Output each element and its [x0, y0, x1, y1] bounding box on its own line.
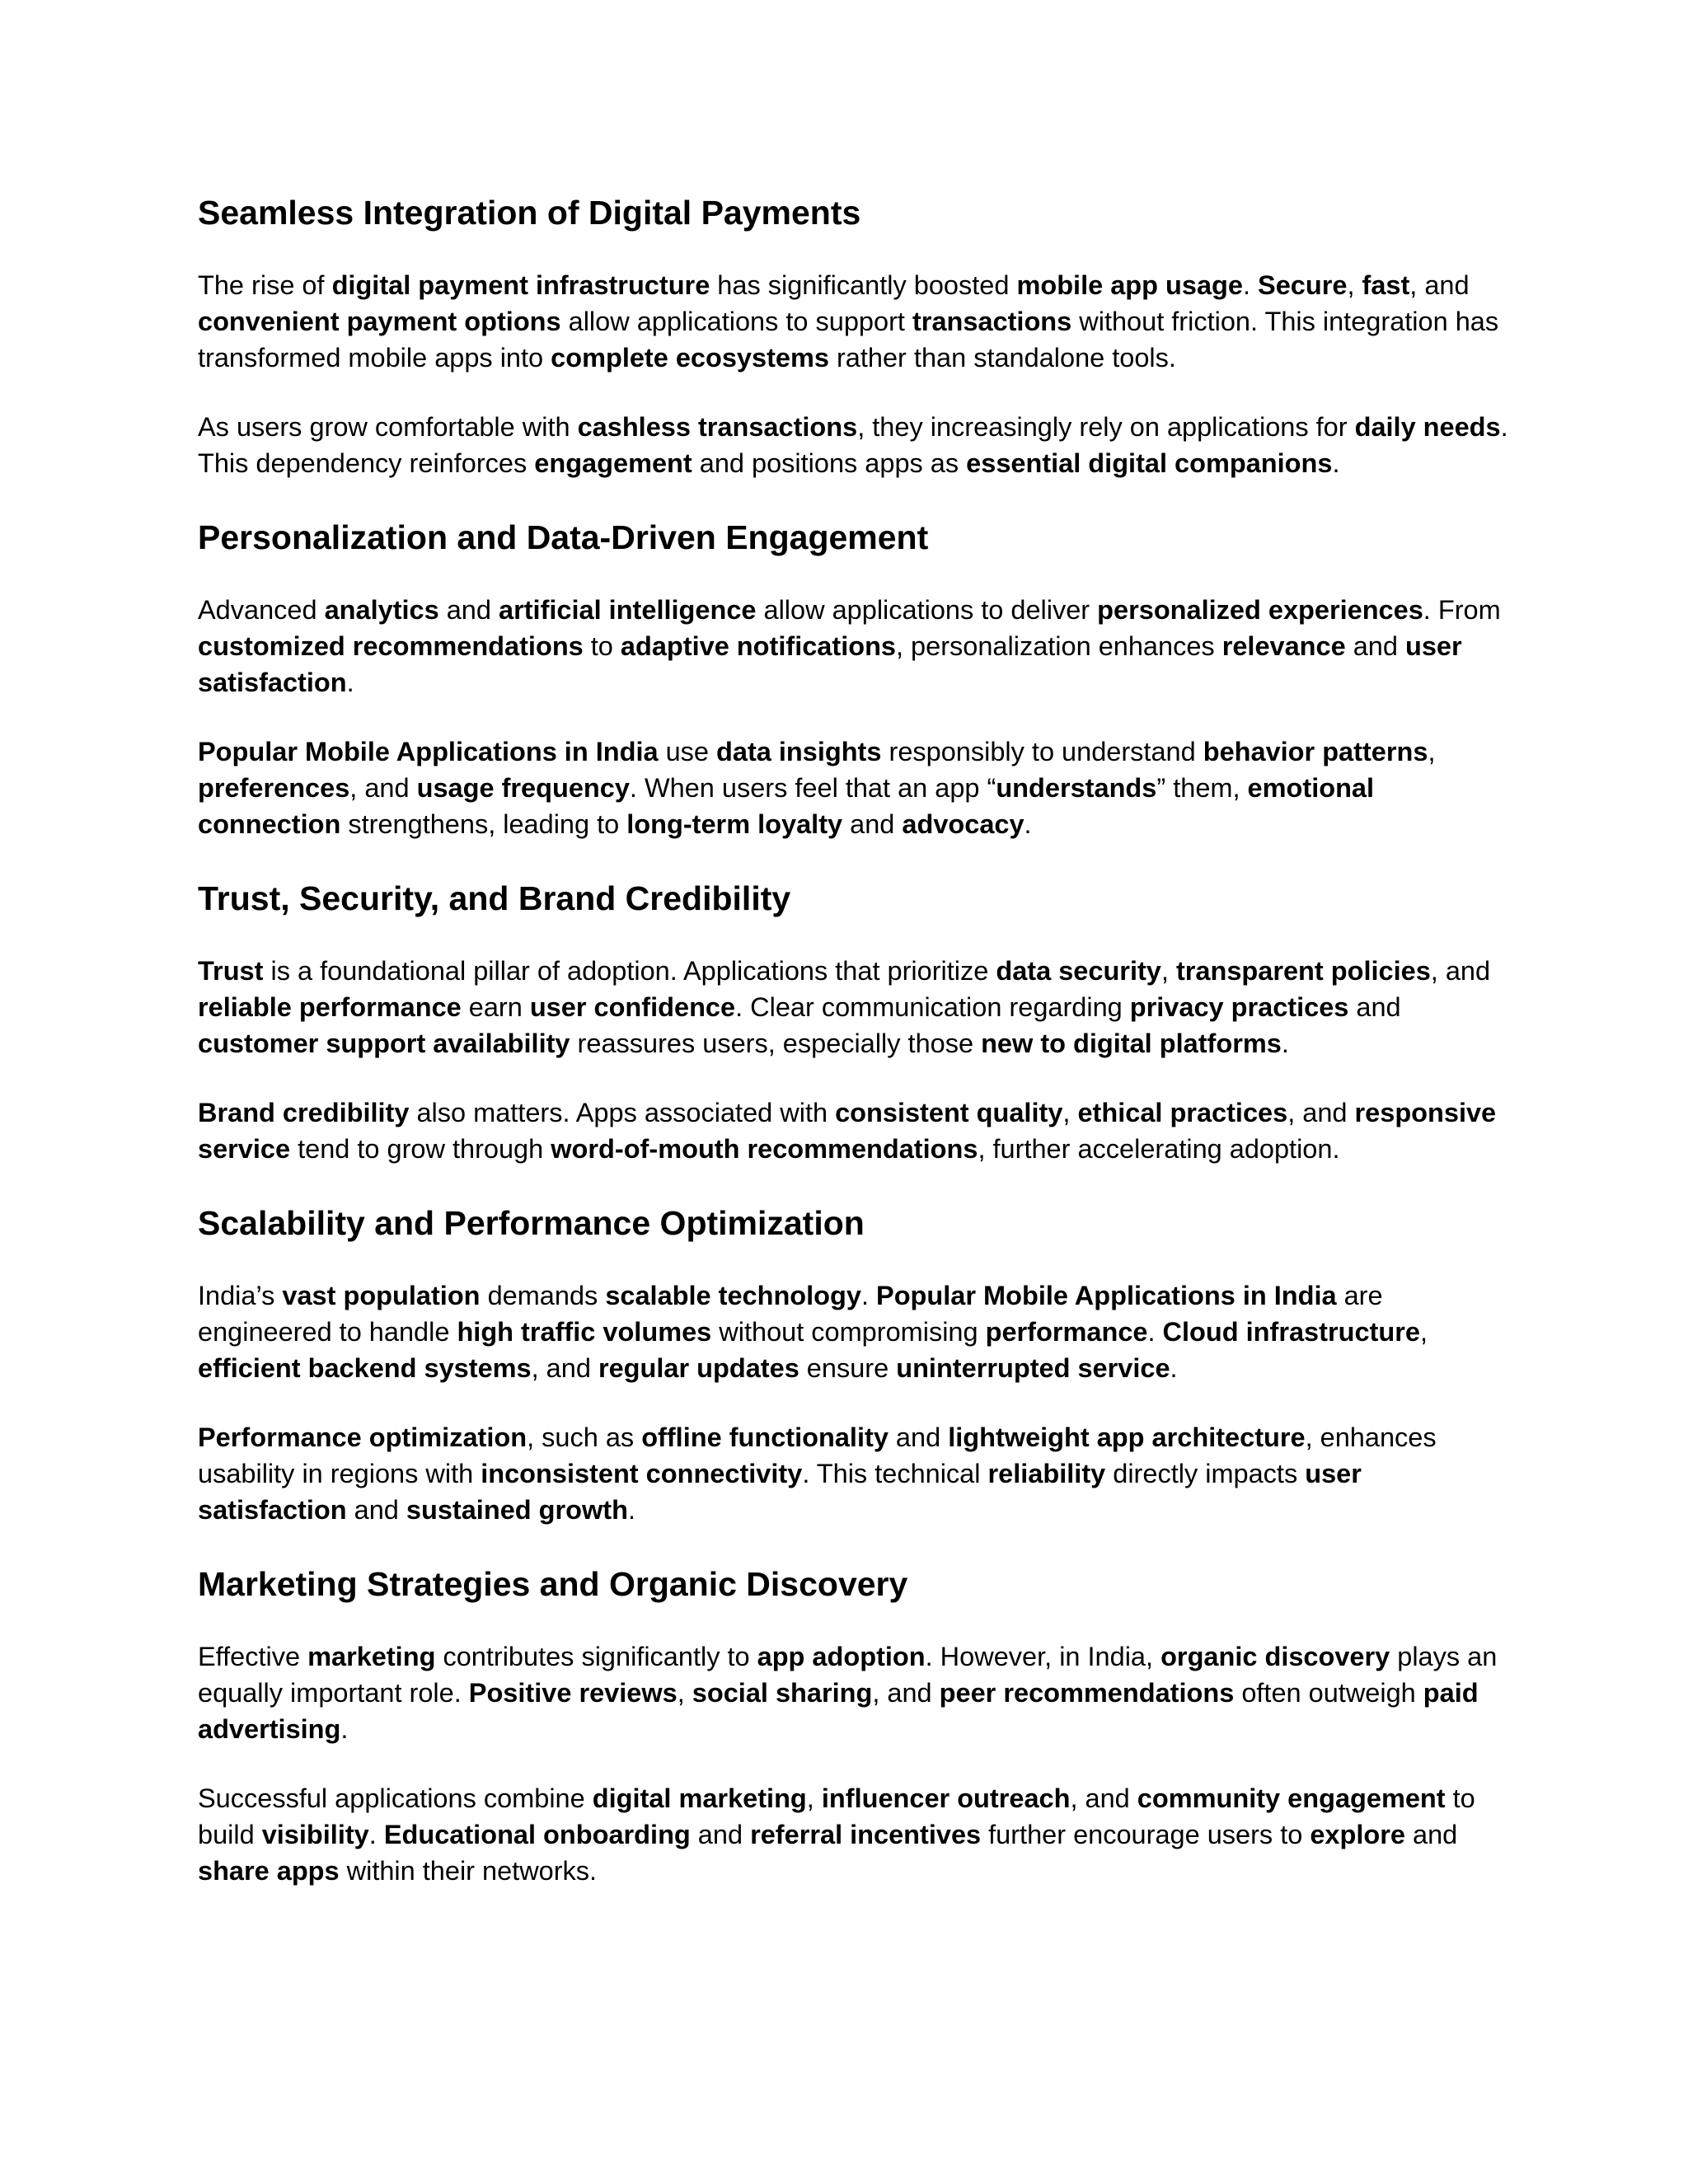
section-heading: Seamless Integration of Digital Payments [198, 194, 861, 232]
bold-text: high traffic volumes [457, 1317, 712, 1347]
text-run: earn [461, 992, 530, 1022]
text-run: , and [531, 1353, 598, 1383]
bold-text: data insights [716, 737, 882, 766]
text-run: . [346, 668, 354, 697]
text-run: further encourage users to [981, 1820, 1311, 1849]
text-run: responsibly to understand [881, 737, 1203, 766]
text-run: , personalization enhances [896, 631, 1222, 661]
section [198, 516, 1517, 842]
bold-text: lightweight app architecture [948, 1422, 1306, 1452]
bold-text: community engagement [1137, 1783, 1446, 1813]
paragraph [198, 953, 1517, 1062]
text-run: The rise of [198, 270, 332, 300]
text-run: . [1332, 448, 1340, 478]
text-run: plays an equally important role. [198, 1642, 1498, 1708]
bold-text: advocacy [902, 809, 1025, 839]
text-run: demands [480, 1281, 606, 1310]
text-run: and [1348, 992, 1401, 1022]
bold-text: referral incentives [750, 1820, 982, 1849]
text-run: , and [1287, 1098, 1355, 1127]
bold-text: preferences [198, 773, 350, 803]
text-run: Effective [198, 1642, 308, 1671]
section-heading: Marketing Strategies and Organic Discovery [198, 1565, 908, 1603]
text-run: , and [1070, 1783, 1137, 1813]
text-run: , further accelerating adoption. [978, 1134, 1340, 1164]
text-run: and positions apps as [692, 448, 967, 478]
text-run: , enhances usability in regions with [198, 1422, 1437, 1488]
text-run: , [1428, 737, 1436, 766]
bold-text: Secure [1258, 270, 1348, 300]
text-run: is a foundational pillar of adoption. Applications that prioritize [263, 956, 996, 986]
text-run: , [1419, 1317, 1428, 1347]
bold-text: cashless transactions [577, 412, 858, 442]
bold-text: Educational onboarding [383, 1820, 691, 1849]
text-run: . This dependency reinforces [198, 412, 1508, 478]
bold-text: offline functionality [641, 1422, 889, 1452]
text-run: . [860, 1281, 877, 1310]
bold-text: data security [996, 956, 1161, 986]
bold-text: vast population [282, 1281, 481, 1310]
text-run: without friction. This integration has transformed mobile apps into [198, 307, 1499, 373]
bold-text: understands [996, 773, 1157, 803]
bold-text: emotional connection [198, 773, 1375, 839]
text-run: , and [872, 1678, 940, 1708]
paragraph [198, 267, 1517, 376]
bold-text: regular updates [598, 1353, 799, 1383]
text-run: . When users feel that an app “ [629, 773, 996, 803]
text-run: . However, in India, [925, 1642, 1161, 1671]
text-run: rather than standalone tools. [828, 343, 1176, 373]
bold-text: responsive service [198, 1098, 1497, 1164]
text-run: , and [1409, 270, 1470, 300]
text-run: and [842, 809, 903, 839]
text-run: , [1062, 1098, 1078, 1127]
text-run: often outweigh [1234, 1678, 1423, 1708]
text-run: . [1147, 1317, 1163, 1347]
bold-text: reliability [987, 1459, 1106, 1488]
bold-text: fast [1362, 270, 1410, 300]
bold-text: user satisfaction [198, 1459, 1362, 1525]
text-run: , and [349, 773, 417, 803]
bold-text: Trust [198, 956, 264, 986]
bold-text: mobile app usage [1016, 270, 1243, 300]
bold-text: influencer outreach [821, 1783, 1071, 1813]
bold-text: word-of-mouth recommendations [551, 1134, 978, 1164]
paragraph [198, 1419, 1517, 1528]
bold-text: analytics [324, 595, 439, 625]
bold-text: complete ecosystems [551, 343, 829, 373]
text-run: tend to grow through [290, 1134, 551, 1164]
bold-text: digital payment infrastructure [331, 270, 710, 300]
bold-text: digital marketing [592, 1783, 807, 1813]
text-run: has significantly boosted [710, 270, 1017, 300]
text-run: . This technical [802, 1459, 988, 1488]
text-run: contributes significantly to [435, 1642, 757, 1671]
bold-text: transactions [912, 307, 1072, 336]
bold-text: performance [985, 1317, 1148, 1347]
text-run: directly impacts [1105, 1459, 1306, 1488]
bold-text: adaptive notifications [620, 631, 896, 661]
bold-text: share apps [198, 1856, 340, 1886]
text-run: . [340, 1714, 349, 1744]
text-run: also matters. Apps associated with [409, 1098, 836, 1127]
bold-text: daily needs [1354, 412, 1501, 442]
text-run: , [806, 1783, 822, 1813]
bold-text: uninterrupted service [896, 1353, 1170, 1383]
text-run: to [583, 631, 621, 661]
bold-text: sustained growth [406, 1495, 628, 1525]
text-run: allow applications to deliver [756, 595, 1098, 625]
document-body [198, 191, 1517, 1924]
paragraph [198, 592, 1517, 701]
text-run: . Clear communication regarding [735, 992, 1130, 1022]
bold-text: engagement [534, 448, 692, 478]
text-run: . From [1423, 595, 1501, 625]
paragraph [198, 1094, 1517, 1167]
text-run: are engineered to handle [198, 1281, 1383, 1347]
bold-text: privacy practices [1129, 992, 1349, 1022]
text-run: , [1160, 956, 1176, 986]
bold-text: organic discovery [1160, 1642, 1390, 1671]
bold-text: transparent policies [1175, 956, 1431, 986]
text-run: As users grow comfortable with [198, 412, 578, 442]
text-run: without compromising [711, 1317, 986, 1347]
section-heading: Trust, Security, and Brand Credibility [198, 879, 791, 917]
bold-text: marketing [307, 1642, 436, 1671]
bold-text: Brand credibility [198, 1098, 410, 1127]
bold-text: efficient backend systems [198, 1353, 532, 1383]
text-run: reassures users, especially those [570, 1029, 982, 1058]
bold-text: artificial intelligence [499, 595, 757, 625]
text-run: India’s [198, 1281, 283, 1310]
bold-text: Popular Mobile Applications in India [198, 737, 659, 766]
bold-text: customer support availability [198, 1029, 570, 1058]
bold-text: scalable technology [605, 1281, 861, 1310]
paragraph [198, 1277, 1517, 1386]
bold-text: customized recommendations [198, 631, 584, 661]
paragraph [198, 409, 1517, 481]
bold-text: ethical practices [1077, 1098, 1288, 1127]
bold-text: behavior patterns [1203, 737, 1428, 766]
text-run: . [1024, 809, 1032, 839]
bold-text: explore [1310, 1820, 1405, 1849]
section-heading: Scalability and Performance Optimization [198, 1204, 865, 1242]
text-run: and [888, 1422, 949, 1452]
section-heading: Personalization and Data-Driven Engagement [198, 518, 929, 556]
text-run: . [368, 1820, 384, 1849]
bold-text: relevance [1221, 631, 1346, 661]
text-run: Advanced [198, 595, 325, 625]
text-run: and [346, 1495, 406, 1525]
bold-text: consistent quality [835, 1098, 1063, 1127]
bold-text: new to digital platforms [981, 1029, 1282, 1058]
paragraph [198, 1780, 1517, 1889]
bold-text: inconsistent connectivity [481, 1459, 803, 1488]
text-run: Successful applications combine [198, 1783, 593, 1813]
text-run: within their networks. [339, 1856, 598, 1886]
text-run: , such as [527, 1422, 642, 1452]
bold-text: peer recommendations [939, 1678, 1235, 1708]
text-run: . [627, 1495, 635, 1525]
bold-text: user confidence [529, 992, 736, 1022]
bold-text: user satisfaction [198, 631, 1462, 697]
bold-text: social sharing [692, 1678, 873, 1708]
bold-text: reliable performance [198, 992, 462, 1022]
text-run: and [690, 1820, 751, 1849]
text-run: to build [198, 1783, 1475, 1849]
text-run: ” them, [1156, 773, 1248, 803]
bold-text: essential digital companions [966, 448, 1333, 478]
text-run: . [1242, 270, 1259, 300]
text-run: and [1345, 631, 1405, 661]
bold-text: Popular Mobile Applications in India [876, 1281, 1337, 1310]
bold-text: Cloud infrastructure [1162, 1317, 1420, 1347]
text-run: and [1404, 1820, 1458, 1849]
section [198, 1202, 1517, 1528]
text-run: ensure [799, 1353, 897, 1383]
bold-text: long-term loyalty [626, 809, 843, 839]
text-run: , they increasingly rely on applications for [857, 412, 1355, 442]
bold-text: usage frequency [416, 773, 630, 803]
text-run: allow applications to support [560, 307, 912, 336]
section [198, 877, 1517, 1167]
bold-text: paid advertising [198, 1678, 1479, 1744]
paragraph [198, 733, 1517, 842]
text-run: , and [1430, 956, 1491, 986]
section [198, 1563, 1517, 1889]
text-run: , [677, 1678, 692, 1708]
bold-text: Positive reviews [468, 1678, 678, 1708]
section [198, 191, 1517, 481]
text-run: and [438, 595, 499, 625]
text-run: . [1170, 1353, 1178, 1383]
text-run: . [1281, 1029, 1289, 1058]
bold-text: convenient payment options [198, 307, 561, 336]
text-run: , [1347, 270, 1362, 300]
bold-text: visibility [261, 1820, 369, 1849]
text-run: use [658, 737, 717, 766]
text-run: strengthens, leading to [340, 809, 627, 839]
bold-text: Performance optimization [198, 1422, 528, 1452]
bold-text: personalized experiences [1097, 595, 1423, 625]
paragraph [198, 1638, 1517, 1747]
bold-text: app adoption [757, 1642, 926, 1671]
